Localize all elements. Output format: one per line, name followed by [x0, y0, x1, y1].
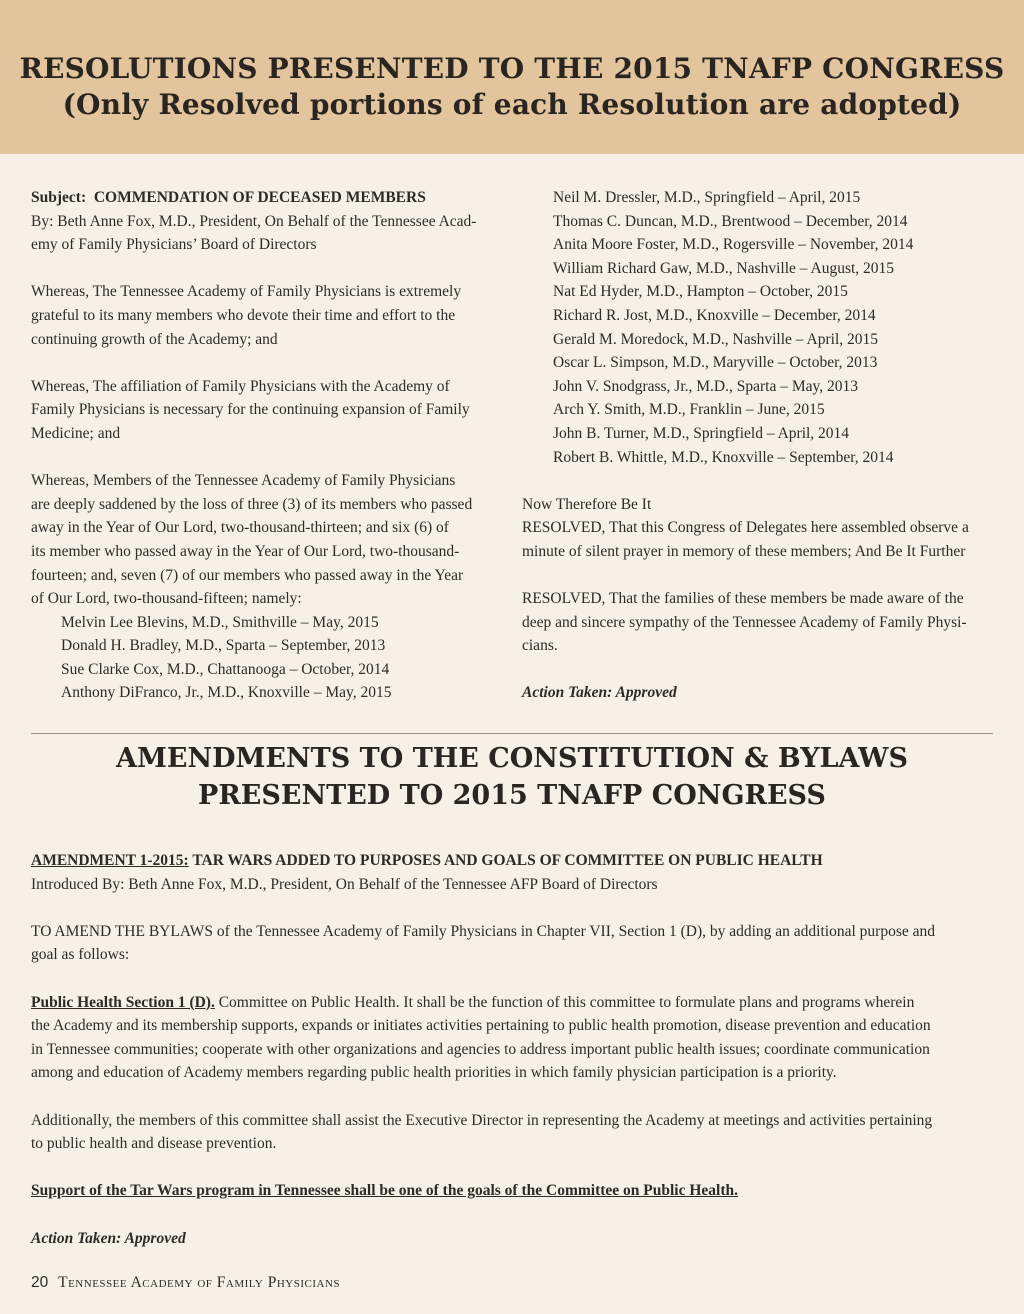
- amendments-subtitle: PRESENTED TO 2015 TNAFP CONGRESS: [198, 780, 826, 811]
- footer-org-name: Tennessee Academy of Family Physicians: [58, 1274, 341, 1291]
- section-divider: [31, 733, 993, 734]
- action-taken: Action Taken: Approved: [31, 1229, 186, 1247]
- member-entry: Melvin Lee Blevins, M.D., Smithville – May, 2015: [61, 613, 379, 631]
- by-line: emy of Family Physicians’ Board of Directors: [31, 236, 317, 254]
- whereas-line: Whereas, The affiliation of Family Physicians with the Academy of: [31, 377, 450, 395]
- member-entry: Oscar L. Simpson, M.D., Maryville – October, 2013: [553, 354, 878, 372]
- public-health-line: the Academy and its membership supports, expands or initiates activities pertaining to public health promotion, disease prevention and education: [31, 1017, 931, 1035]
- public-health-line: Public Health Section 1 (D). Committee on Public Health. It shall be the function of this committee to formulate plans and programs wherein: [31, 993, 915, 1011]
- whereas-line: grateful to its many members who devote their time and effort to the: [31, 306, 456, 324]
- member-entry: Robert B. Whittle, M.D., Knoxville – September, 2014: [553, 448, 894, 466]
- page-subtitle: (Only Resolved portions of each Resolution are adopted): [62, 88, 962, 121]
- member-entry: John V. Snodgrass, Jr., M.D., Sparta – May, 2013: [553, 377, 858, 395]
- resolution-right-column: [522, 186, 992, 705]
- page-title: RESOLUTIONS PRESENTED TO THE 2015 TNAFP CONGRESS: [19, 52, 1005, 85]
- resolution-left-column: [31, 186, 501, 705]
- additionally-line: to public health and disease prevention.: [31, 1135, 277, 1153]
- member-entry: Donald H. Bradley, M.D., Sparta – September, 2013: [61, 637, 386, 655]
- subject-line: Subject: COMMENDATION OF DECEASED MEMBERS: [31, 189, 426, 206]
- member-entry: Neil M. Dressler, M.D., Springfield – April, 2015: [553, 189, 861, 206]
- whereas-line: Medicine; and: [31, 424, 121, 442]
- resolved-line: RESOLVED, That the families of these members be made aware of the: [522, 590, 964, 608]
- public-health-line: in Tennessee communities; cooperate with other organizations and agencies to address important public health issues; coordinate communication: [31, 1040, 930, 1058]
- whereas-line: of Our Lord, two-thousand-fifteen; namely:: [31, 590, 302, 608]
- to-amend-line: goal as follows:: [31, 946, 130, 964]
- whereas-line: its member who passed away in the Year of Our Lord, two-thousand-: [31, 542, 460, 560]
- by-line: By: Beth Anne Fox, M.D., President, On Behalf of the Tennessee Acad-: [31, 212, 477, 230]
- member-entry: Richard R. Jost, M.D., Knoxville – December, 2014: [553, 306, 876, 324]
- to-amend-line: TO AMEND THE BYLAWS of the Tennessee Academy of Family Physicians in Chapter VII, Section 1 (D), by adding an additional purpose and: [31, 922, 935, 940]
- member-entry: John B. Turner, M.D., Springfield – April, 2014: [553, 424, 850, 442]
- public-health-line: among and education of Academy members regarding public health priorities in which family physician participation is a priority.: [31, 1064, 837, 1082]
- action-taken: Action Taken: Approved: [522, 684, 677, 702]
- member-entry: Thomas C. Duncan, M.D., Brentwood – December, 2014: [553, 212, 908, 230]
- page-footer: [31, 1274, 340, 1292]
- additionally-line: Additionally, the members of this committee shall assist the Executive Director in representing the Academy at meetings and activities pertaining: [31, 1111, 933, 1129]
- introduced-by: Introduced By: Beth Anne Fox, M.D., President, On Behalf of the Tennessee AFP Board of Directors: [31, 875, 658, 893]
- member-entry: Gerald M. Moredock, M.D., Nashville – April, 2015: [553, 330, 879, 348]
- member-entry: William Richard Gaw, M.D., Nashville – August, 2015: [553, 259, 895, 277]
- whereas-line: Whereas, Members of the Tennessee Academy of Family Physicians: [31, 472, 456, 490]
- member-entry: Arch Y. Smith, M.D., Franklin – June, 2015: [553, 401, 825, 419]
- amendments-title: AMENDMENTS TO THE CONSTITUTION & BYLAWS: [116, 743, 908, 774]
- whereas-line: are deeply saddened by the loss of three (3) of its members who passed: [31, 495, 473, 513]
- member-entry: Anthony DiFranco, Jr., M.D., Knoxville – May, 2015: [61, 684, 392, 702]
- amendment-heading: AMENDMENT 1-2015: TAR WARS ADDED TO PURPOSES AND GOALS OF COMMITTEE ON PUBLIC HEALTH: [31, 852, 823, 869]
- member-entry: Sue Clarke Cox, M.D., Chattanooga – October, 2014: [61, 660, 390, 678]
- page-number: 20: [31, 1274, 49, 1291]
- resolved-line: RESOLVED, That this Congress of Delegates here assembled observe a: [522, 519, 969, 537]
- whereas-line: away in the Year of Our Lord, two-thousand-thirteen; and six (6) of: [31, 519, 449, 537]
- resolved-line: minute of silent prayer in memory of these members; And Be It Further: [522, 542, 966, 560]
- resolved-line: deep and sincere sympathy of the Tennessee Academy of Family Physi-: [522, 613, 967, 631]
- member-entry: Anita Moore Foster, M.D., Rogersville – November, 2014: [553, 236, 914, 254]
- amendment-body: [31, 849, 993, 1250]
- whereas-line: fourteen; and, seven (7) of our members who passed away in the Year: [31, 566, 464, 584]
- whereas-line: continuing growth of the Academy; and: [31, 330, 278, 348]
- support-statement: Support of the Tar Wars program in Tennessee shall be one of the goals of the Committee on Public Health.: [31, 1182, 739, 1200]
- whereas-line: Whereas, The Tennessee Academy of Family Physicians is extremely: [31, 283, 462, 301]
- member-entry: Nat Ed Hyder, M.D., Hampton – October, 2015: [553, 283, 848, 301]
- whereas-line: Family Physicians is necessary for the continuing expansion of Family: [31, 401, 470, 419]
- resolved-line: cians.: [522, 637, 558, 655]
- now-therefore: Now Therefore Be It: [522, 495, 652, 513]
- header-banner: [0, 0, 1024, 154]
